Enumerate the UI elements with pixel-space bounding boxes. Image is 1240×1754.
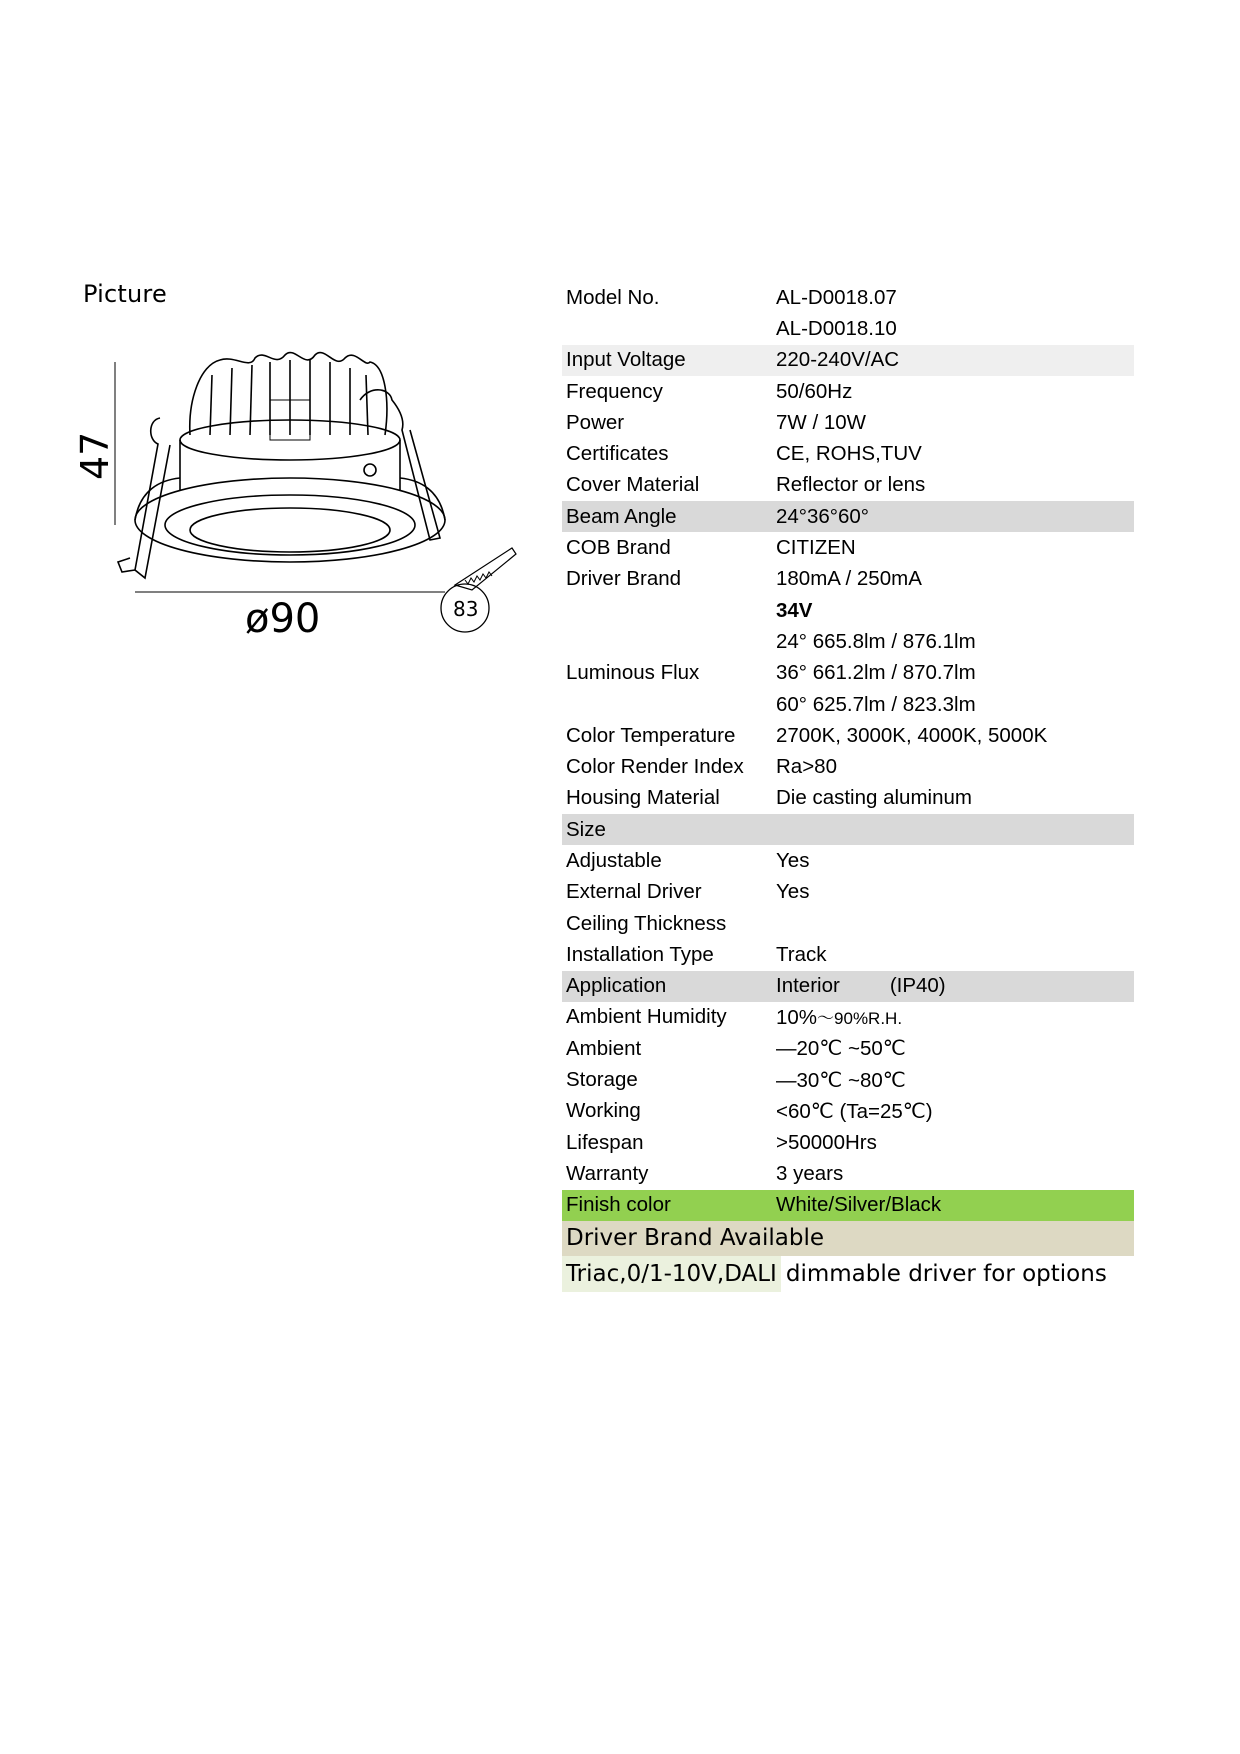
spec-row	[562, 845, 1134, 876]
spec-label: Finish color	[566, 1193, 671, 1217]
spec-value: —20℃ ~50℃	[776, 1037, 906, 1061]
spec-label: Housing Material	[566, 786, 720, 810]
spec-value: AL-D0018.10	[776, 316, 897, 340]
spec-table	[562, 282, 1134, 1292]
spec-value: CE, ROHS,TUV	[776, 442, 922, 466]
spec-value: Reflector or lens	[776, 473, 926, 497]
spec-row	[562, 345, 1134, 376]
spec-value: 50/60Hz	[776, 379, 853, 403]
spec-value: White/Silver/Black	[776, 1193, 942, 1217]
spec-label: Ambient	[566, 1036, 642, 1060]
spec-label: COB Brand	[566, 536, 671, 560]
spec-row	[562, 939, 1134, 970]
spec-label: Application	[566, 974, 667, 998]
spec-row	[562, 1096, 1134, 1127]
spec-value: 220-240V/AC	[776, 348, 900, 372]
spec-row	[562, 376, 1134, 407]
spec-value: 2700K, 3000K, 4000K, 5000K	[776, 723, 1048, 747]
spec-row	[562, 1033, 1134, 1064]
product-drawing	[60, 340, 530, 660]
spec-row	[562, 282, 1134, 313]
spec-value: 36° 661.2lm / 870.7lm	[776, 661, 976, 685]
spec-value: 3 years	[776, 1161, 844, 1185]
spec-label: Size	[566, 817, 606, 841]
spec-label: Input Voltage	[566, 348, 686, 372]
spec-label: Model No.	[566, 285, 660, 309]
diameter-dimension: ø90	[245, 596, 321, 642]
spec-label: Installation Type	[566, 942, 714, 966]
dimming-options-text: dimmable driver for options	[785, 1260, 1107, 1287]
spec-label: Certificates	[566, 442, 669, 466]
spec-label: External Driver	[566, 880, 702, 904]
spec-value: 180mA / 250mA	[776, 567, 922, 591]
spec-value: 24°36°60°	[776, 504, 870, 528]
spec-label: Cover Material	[566, 473, 700, 497]
spec-row	[562, 1064, 1134, 1095]
height-dimension: 47	[73, 431, 117, 480]
dimming-options-row	[562, 1256, 1134, 1292]
spec-row	[562, 908, 1134, 939]
spec-row	[562, 877, 1134, 908]
spec-row	[562, 689, 1134, 720]
spec-value: 10%～90%R.H.	[776, 1006, 903, 1030]
spec-label: Working	[566, 1099, 641, 1123]
picture-label: Picture	[83, 280, 167, 308]
spec-value: —30℃ ~80℃	[776, 1068, 906, 1092]
spec-row	[562, 470, 1134, 501]
spec-value: Yes	[776, 880, 810, 904]
spec-row	[562, 751, 1134, 782]
spec-value: Ra>80	[776, 755, 837, 779]
spec-row	[562, 407, 1134, 438]
spec-label: Color Temperature	[566, 723, 736, 747]
spec-value: <60℃ (Ta=25℃)	[776, 1099, 933, 1123]
spec-row	[562, 1158, 1134, 1189]
spec-row	[562, 814, 1134, 845]
spec-row	[562, 720, 1134, 751]
spec-value: 24° 665.8lm / 876.1lm	[776, 629, 976, 653]
spec-label: Color Render Index	[566, 755, 744, 779]
spec-value: AL-D0018.07	[776, 285, 897, 309]
spec-label: Frequency	[566, 379, 663, 403]
spec-row	[562, 595, 1134, 626]
spec-value: CITIZEN	[776, 536, 856, 560]
driver-available-row: Driver Brand Available	[562, 1221, 1134, 1256]
spec-label: Power	[566, 410, 625, 434]
spec-value: 60° 625.7lm / 823.3lm	[776, 692, 976, 716]
spec-label: Storage	[566, 1068, 638, 1092]
spec-row	[562, 564, 1134, 595]
spec-row	[562, 1127, 1134, 1158]
spec-label: Adjustable	[566, 848, 662, 872]
spec-row-humidity	[562, 1002, 1134, 1033]
spec-label: Driver Brand	[566, 567, 682, 591]
spec-row	[562, 438, 1134, 469]
spec-label: Lifespan	[566, 1130, 644, 1154]
spec-value: 34V	[776, 598, 813, 622]
cutout-dimension: 83	[453, 597, 479, 621]
spec-row	[562, 532, 1134, 563]
spec-row	[562, 783, 1134, 814]
spec-label: Ambient Humidity	[566, 1005, 727, 1029]
spec-label: Beam Angle	[566, 504, 677, 528]
spec-value: Interior (IP40)	[776, 974, 946, 998]
spec-value: 7W / 10W	[776, 410, 866, 434]
spec-label: Warranty	[566, 1161, 649, 1185]
spec-value: Track	[776, 942, 827, 966]
spec-label: Luminous Flux	[566, 661, 700, 685]
spec-label: Ceiling Thickness	[566, 911, 727, 935]
spec-row-application	[562, 971, 1134, 1002]
spec-row	[562, 658, 1134, 689]
spec-value: >50000Hrs	[776, 1130, 877, 1154]
spec-row	[562, 313, 1134, 344]
spec-row	[562, 1190, 1134, 1221]
spec-value: Yes	[776, 848, 810, 872]
spec-row	[562, 626, 1134, 657]
dimming-options-highlight: Triac,0/1-10V,DALI	[562, 1256, 781, 1292]
spec-value: Die casting aluminum	[776, 786, 972, 810]
spec-row	[562, 501, 1134, 532]
